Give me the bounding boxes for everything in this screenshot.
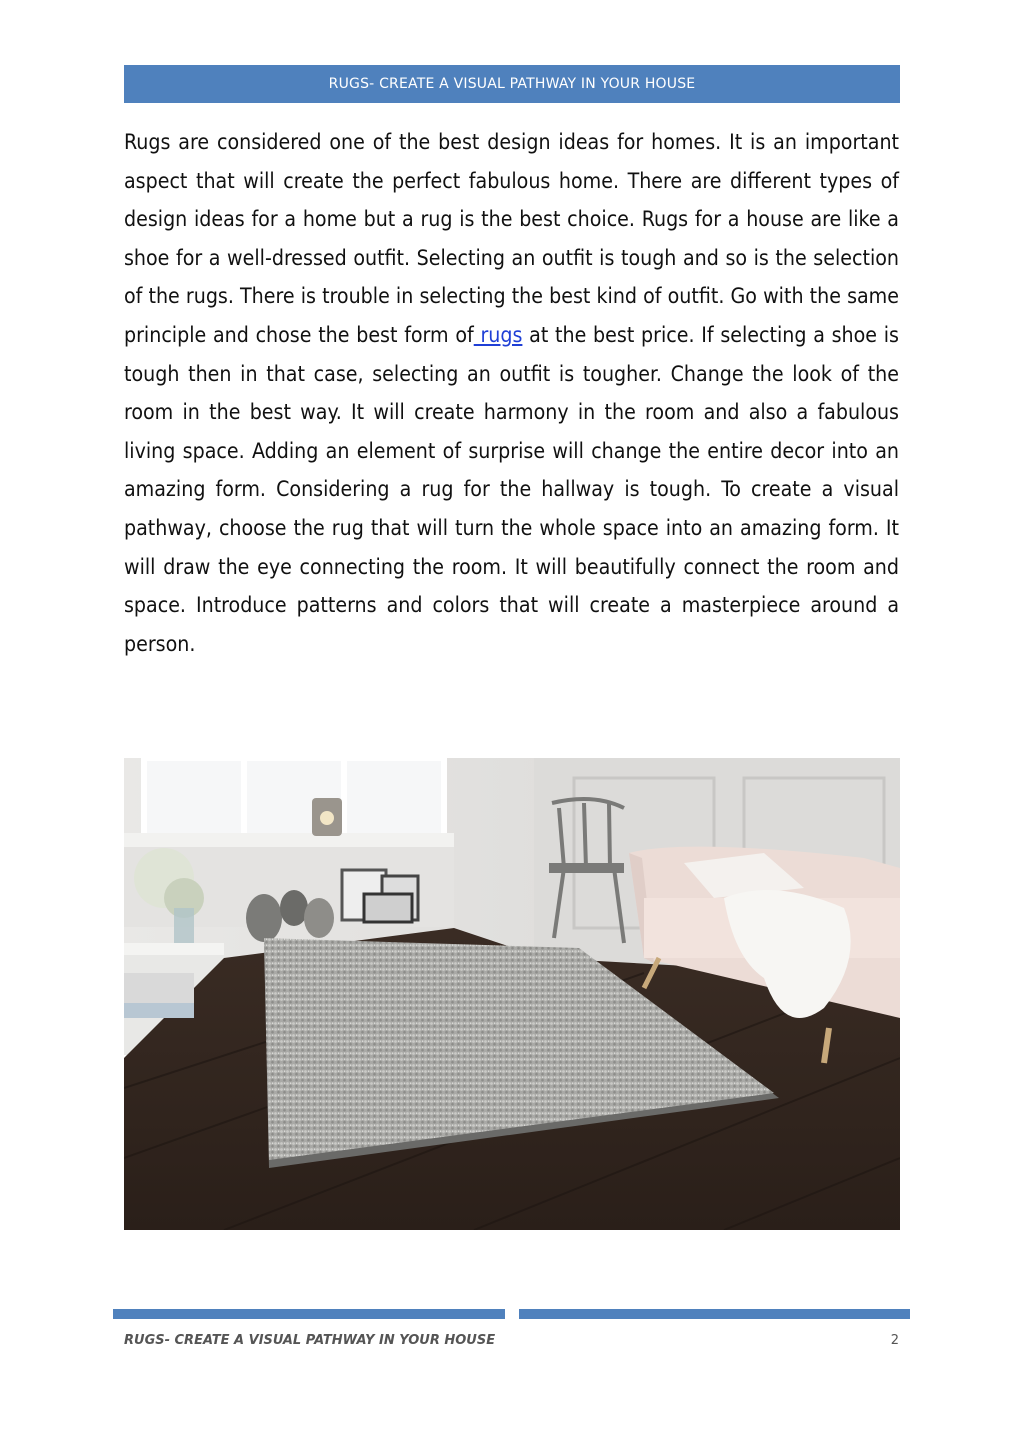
rugs-link[interactable]: rugs	[473, 321, 523, 347]
header-title: RUGS- CREATE A VISUAL PATHWAY IN YOUR HOUSE	[328, 76, 696, 92]
footer-rule-left	[113, 1309, 505, 1319]
footer-rule-right	[519, 1309, 910, 1319]
paragraph-text-1: Rugs are considered one of the best design ideas for homes. It is an important aspect that will create the perfect fabulous home. There are different types of design ideas for a home but a rug is the best choice. Rugs for a house are like a shoe for a well-dressed outfit. Selecting an outfit is tough and so is the selection of the rugs. There is trouble in selecting the best kind of outfit. Go with the same principle and chose the best form of	[124, 129, 899, 347]
page-number: 2	[890, 1333, 899, 1348]
page-header	[124, 65, 900, 103]
paragraph-text-2: at the best price. If selecting a shoe is tough then in that case, selecting an outfit is tougher. Change the look of the room in the best way. It will create harmony in the room and also a fabulous living space. Adding an element of surprise will change the entire decor into an amazing form. Considering a rug for the hallway is tough. To create a visual pathway, choose the rug that will turn the whole space into an amazing form. It will draw the eye connecting the room. It will beautifully connect the room and space. Introduce patterns and colors that will create a masterpiece around a person.	[124, 321, 899, 656]
footer-title: RUGS- CREATE A VISUAL PATHWAY IN YOUR HOUSE	[124, 1333, 496, 1348]
body-paragraph	[124, 123, 899, 663]
room-rug-photo	[124, 758, 900, 1230]
